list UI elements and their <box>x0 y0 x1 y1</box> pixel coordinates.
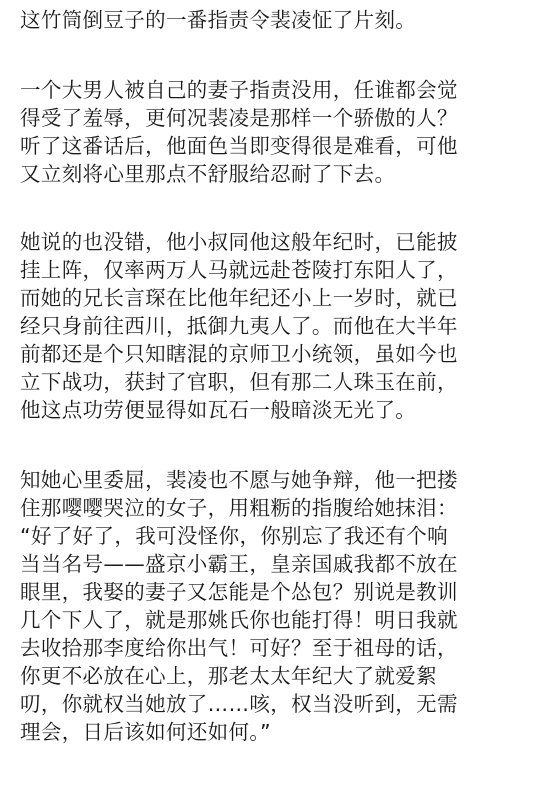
text-line: 又立刻将心里那点不舒服给忍耐了下去。 <box>20 162 396 186</box>
text-line: 当当名号——盛京小霸王，皇亲国戚我都不放在 <box>20 552 458 576</box>
text-line: “好了好了，我可没怪你，你别忘了我还有个响 <box>20 524 448 548</box>
text-line: 立下战功，获封了官职，但有那二人珠玉在前， <box>20 370 458 394</box>
text-line: 几个下人了，就是那姚氏你也能打得！明日我就 <box>20 608 458 632</box>
text-line: 经只身前往西川，抵御九夷人了。而他在大半年 <box>20 314 458 338</box>
text-line: 叨，你就权当她放了……咳，权当没听到，无需 <box>20 692 458 716</box>
text-line: 他这点功劳便显得如瓦石一般暗淡无光了。 <box>20 398 417 422</box>
text-line: 得受了羞辱，更何况裴凌是那样一个骄傲的人？ <box>20 106 458 130</box>
text-line: 听了这番话后，他面色当即变得很是难看，可他 <box>20 134 458 158</box>
text-line: 理会，日后该如何还如何。” <box>20 720 271 744</box>
text-line: 眼里，我娶的妻子又怎能是个怂包？别说是教训 <box>20 580 458 604</box>
text-line: 这竹筒倒豆子的一番指责令裴凌怔了片刻。 <box>20 8 417 32</box>
text-line: 住那嘤嘤哭泣的女子，用粗粝的指腹给她抹泪： <box>20 496 458 520</box>
text-line: 你更不必放在心上，那老太太年纪大了就爱絮 <box>20 664 437 688</box>
text-line: 而她的兄长言琛在比他年纪还小上一岁时，就已 <box>20 286 458 310</box>
text-line: 去收拾那李度给你出气！可好？至于祖母的话， <box>20 636 458 660</box>
text-line: 一个大男人被自己的妻子指责没用，任谁都会觉 <box>20 78 458 102</box>
text-line: 她说的也没错，他小叔同他这般年纪时，已能披 <box>20 230 458 254</box>
text-line: 挂上阵，仅率两万人马就远赴苍陵打东阳人了， <box>20 258 458 282</box>
text-line: 前都还是个只知瞎混的京师卫小统领，虽如今也 <box>20 342 458 366</box>
text-line: 知她心里委屈，裴凌也不愿与她争辩，他一把搂 <box>20 468 458 492</box>
